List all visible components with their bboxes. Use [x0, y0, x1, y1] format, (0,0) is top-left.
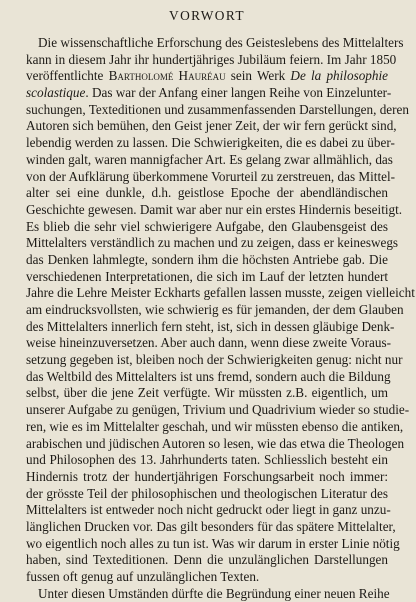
text-line: verschiedenen Interpretationen, die sich im Lauf der letzten hundert — [26, 268, 388, 284]
italic-title-text: scolastique — [26, 85, 86, 101]
text-line: wo eigentlich noch alles zu tun ist. Was wir darum in erster Linie nötig — [26, 535, 400, 551]
text-line: kann in diesem Jahr ihr hundertjähriges Jubiläum feiern. Im Jahr 1850 — [26, 51, 397, 67]
text-line: das Weltbild des Mittelalters ist uns fremd, sondern auch die Bildung — [26, 368, 391, 384]
author-name: Bartholomé Hauréau — [108, 68, 226, 84]
text-line: von der Aufklärung überkommene Vorurteil zu zerstreuen, das Mittel- — [26, 168, 396, 184]
text-line: Geschichte gewesen. Damit war aber nur ein erstes Hindernis beseitigt. — [26, 201, 403, 217]
text-line — [26, 85, 392, 102]
text-line: und Philosophen des 13. Jahrhunderts taten. Schliesslich besteht ein — [26, 452, 388, 468]
text-line: arabischen und jüdischen Autoren so lesen, wie das etwa die Theologen — [26, 435, 405, 451]
page-title: VORWORT — [169, 8, 245, 23]
text-line: Jahre die Lehre Meister Eckharts gefallen lassen musste, zeigen vielleicht — [26, 285, 415, 301]
text-line: Mittelalters verständlich zu machen und zu zeigen, dass er keineswegs — [26, 235, 399, 251]
text-line: Es blieb die sehr viel schwierigere Aufgabe, den Glaubensgeist des — [26, 218, 388, 234]
text-line: lebendig werden zu lassen. Die Schwierigkeiten, die es dabei zu über- — [26, 135, 395, 151]
text-line: Hindernis trotz der hundertjährigen Forschungsarbeit noch immer: — [26, 468, 388, 484]
text-line: Unter diesen Umständen dürfte die Begründung einer neuen Reihe — [38, 585, 390, 601]
text-line: haben, sind Texteditionen. Denn die unzulänglichen Darstellungen — [26, 552, 388, 568]
text-line: Autoren sich bemühen, den Geist jener Zeit, der wir fern gerückt sind, — [26, 118, 397, 134]
text-line: Mittelalters ist entweder noch nicht gedruckt oder liegt in ganz unzu- — [26, 502, 391, 518]
text-line: unserer Aufgabe zu genügen, Trivium und Quadrivium wieder so studie- — [26, 402, 410, 418]
text-line: am eindrucksvollsten, wie schwierig es für jemanden, der dem Glauben — [26, 302, 404, 317]
text-line: ren, wie es im Mittelalter geschah, und wir müssten ebenso die antiken, — [26, 418, 404, 434]
text-line: länglichen Drucken vor. Das gilt besonders für das spätere Mittelalter, — [26, 518, 396, 534]
text-line: der grösste Teil der philosophischen und theologischen Literatur des — [26, 485, 388, 501]
text-line: des Mittelalters innerlich fern steht, ist, sich in dessen gläubige Denk- — [26, 318, 395, 334]
text-line: das Denken lahmlegte, sondern ihm die höchsten Antriebe gab. Die — [26, 251, 388, 267]
text-segment: veröffentlichte — [26, 68, 109, 84]
text-line: fussen oft genug auf unzulänglichen Texten. — [26, 569, 260, 584]
text-line: alter sei eine dunkle, d.h. geistlose Epoche der abendländischen — [26, 185, 388, 201]
body-text — [26, 35, 415, 602]
italic-title-text: De la philosophie — [290, 68, 388, 84]
text-line: setzung gegeben ist, bleiben noch der Schwierigkeiten genug: nicht nur — [26, 352, 403, 368]
text-segment: . Das war der Anfang einer langen Reihe von Einzelunter- — [85, 85, 392, 101]
text-segment: sein Werk — [225, 68, 291, 84]
text-line: Die wissenschaftliche Erforschung des Geisteslebens des Mittelalters — [38, 35, 404, 50]
text-line — [26, 68, 388, 85]
text-line: suchungen, Texteditionen und zusammenfassenden Darstellungen, deren — [26, 101, 409, 117]
text-line: winden galt, waren mannigfacher Art. Es gelang zwar allmählich, das — [26, 151, 393, 167]
text-line: weise hineinzuversetzen. Aber auch dann, wenn diese zweite Voraus- — [26, 335, 391, 351]
text-line: selbst, über die jene Zeit verfügte. Wir müssten z.B. eigentlich, um — [26, 385, 388, 401]
